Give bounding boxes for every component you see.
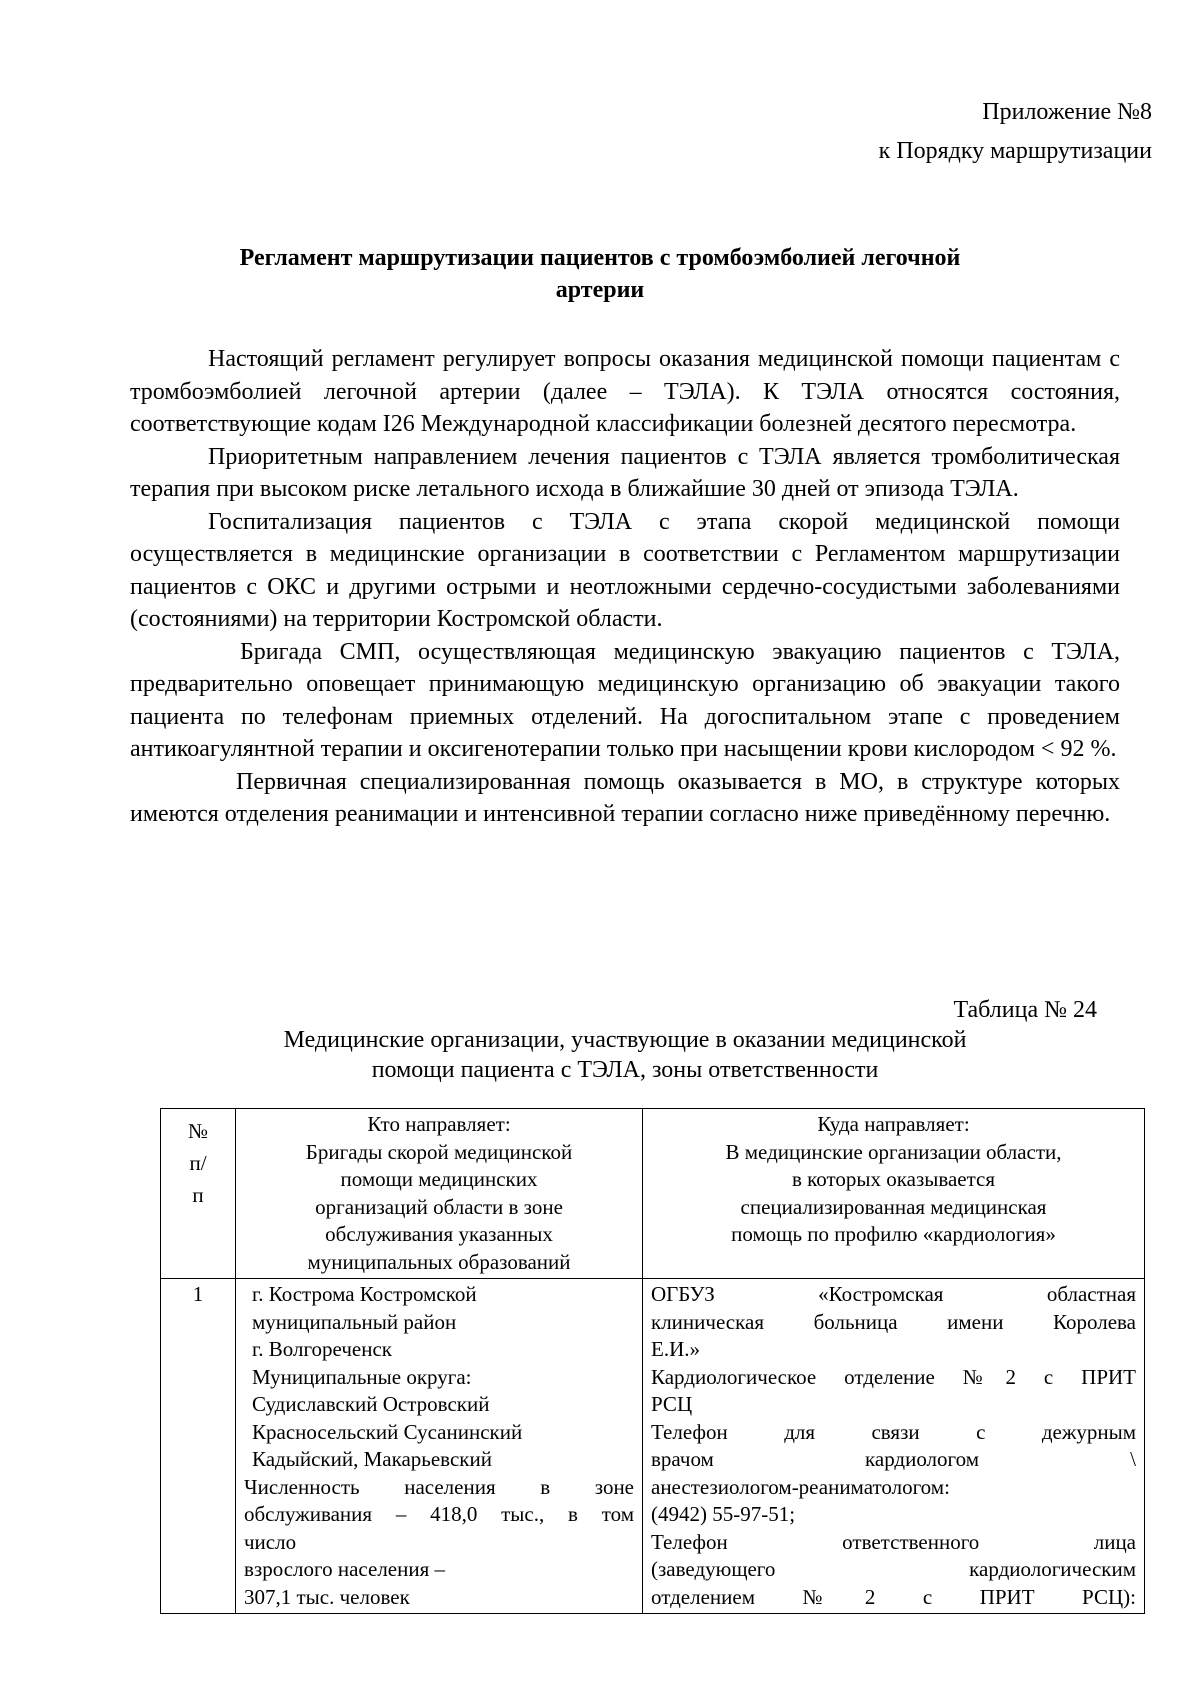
destination-line: ОГБУЗ «Костромская областная xyxy=(651,1282,1136,1306)
destination-line: Телефон для связи с дежурным xyxy=(651,1419,1136,1444)
header-who-refers-line: Кто направляет: xyxy=(367,1112,511,1136)
territory-line: г. Кострома Костромской xyxy=(252,1282,477,1306)
header-who-refers-line: Бригады скорой медицинской xyxy=(305,1139,573,1164)
table-caption: Таблица № 24 xyxy=(953,997,1097,1023)
routing-table xyxy=(160,1108,1145,1614)
header-where-refers-line: в которых оказывается xyxy=(791,1167,996,1191)
territory-line: Муниципальные округа: xyxy=(252,1364,472,1389)
destination-line: Телефон ответственного лица xyxy=(651,1529,1136,1554)
document-title xyxy=(160,242,1040,306)
territory-line: Судиславский Островский xyxy=(252,1392,490,1416)
population-line: число xyxy=(244,1529,297,1554)
destination-line: Е.И.» xyxy=(651,1337,700,1361)
territory-line: г. Волгореченск xyxy=(252,1337,392,1361)
document-title-line-1: Регламент маршрутизации пациентов с тромбоэмболией легочной xyxy=(239,245,961,271)
header-where-refers-line: В медицинские организации области, xyxy=(725,1139,1062,1164)
header-number-cell xyxy=(161,1109,236,1279)
destination-line: клиническая больница имени Королева xyxy=(651,1309,1136,1334)
document-title-line-2: артерии xyxy=(555,277,645,303)
paragraph-priority: Приоритетным направлением лечения пациентов с ТЭЛА является тромболитическая терапия при высоком риске летального исхода в ближайшие 30 дней от эпизода ТЭЛА. xyxy=(130,443,1120,502)
population-line: взрослого населения – xyxy=(244,1557,446,1581)
paragraph-primary-care: Первичная специализированная помощь оказывается в МО, в структуре которых имеются отделения реанимации и интенсивной терапии согласно ниже приведённому перечню. xyxy=(130,768,1120,827)
header-where-refers-line: Куда направляет: xyxy=(817,1112,970,1136)
table-title xyxy=(200,1025,1050,1085)
row-number-cell: 1 xyxy=(161,1279,236,1614)
population-line: обслуживания – 418,0 тыс., в том xyxy=(244,1502,634,1526)
territory-line: муниципальный район xyxy=(252,1309,457,1334)
header-who-refers-line: организаций области в зоне xyxy=(315,1194,563,1219)
population-line: 307,1 тыс. человек xyxy=(244,1584,410,1609)
row-who-refers-cell xyxy=(236,1279,643,1614)
header-where-refers-line: помощь по профилю «кардиология» xyxy=(731,1222,1056,1246)
body-text xyxy=(130,343,1120,831)
table-title-line-1: Медицинские организации, участвующие в оказании медицинской xyxy=(283,1027,967,1053)
table-row xyxy=(161,1279,1145,1614)
header-number-line: п xyxy=(192,1183,204,1207)
header-who-refers-line: помощи медицинских xyxy=(340,1167,538,1191)
destination-line: (заведующего кардиологическим xyxy=(651,1557,1136,1581)
header-where-refers-cell xyxy=(643,1109,1145,1279)
destination-line: РСЦ xyxy=(651,1392,693,1416)
territory-line: Красносельский Сусанинский xyxy=(252,1419,523,1444)
row-where-refers-cell xyxy=(643,1279,1145,1614)
table-title-line-2: помощи пациента с ТЭЛА, зоны ответственности xyxy=(371,1057,879,1083)
appendix-header xyxy=(879,93,1152,171)
destination-line: врачом кардиологом \ xyxy=(651,1447,1136,1471)
table-header-row xyxy=(161,1109,1145,1279)
territory-line: Кадыйский, Макарьевский xyxy=(252,1447,492,1471)
header-number-line: № xyxy=(187,1119,209,1143)
appendix-reference: к Порядку маршрутизации xyxy=(878,138,1152,164)
paragraph-hospitalization: Госпитализация пациентов с ТЭЛА с этапа скорой медицинской помощи осуществляется в медицинские организации в соответствии с Регламентом маршрутизации пациентов с ОКС и другими острыми и неотложными сердечно-сосудистыми заболеваниями (состояниями) на территории Костромской области. xyxy=(130,508,1120,632)
header-who-refers-line: муниципальных образований xyxy=(307,1249,571,1274)
paragraph-ambulance: Бригада СМП, осуществляющая медицинскую эвакуацию пациентов с ТЭЛА, предварительно оповещает принимающую медицинскую организацию об эвакуации такого пациента по телефонам приемных отделений. На догоспитальном этапе с проведением антикоагулянтной терапии и оксигенотерапии только при насыщении крови кислородом < 92 %. xyxy=(130,638,1120,762)
destination-line: отделением №2 с ПРИТ РСЦ): xyxy=(651,1584,1136,1609)
paragraph-scope: Настоящий регламент регулирует вопросы оказания медицинской помощи пациентам с тромбоэмболией легочной артерии (далее – ТЭЛА). К ТЭЛА относятся состояния, соответствующие кодам I26 Международной классификации болезней десятого пересмотра. xyxy=(130,346,1120,437)
destination-line: Кардиологическое отделение №2 с ПРИТ xyxy=(651,1364,1136,1389)
destination-phone: (4942) 55-97-51; xyxy=(651,1502,796,1526)
header-who-refers-cell xyxy=(236,1109,643,1279)
header-number-line: п/ xyxy=(189,1151,207,1175)
destination-line: анестезиологом-реаниматологом: xyxy=(651,1474,950,1499)
population-line: Численность населения в зоне xyxy=(244,1474,634,1499)
header-where-refers-line: специализированная медицинская xyxy=(740,1194,1047,1219)
appendix-number: Приложение №8 xyxy=(982,99,1152,125)
header-who-refers-line: обслуживания указанных xyxy=(325,1222,553,1246)
